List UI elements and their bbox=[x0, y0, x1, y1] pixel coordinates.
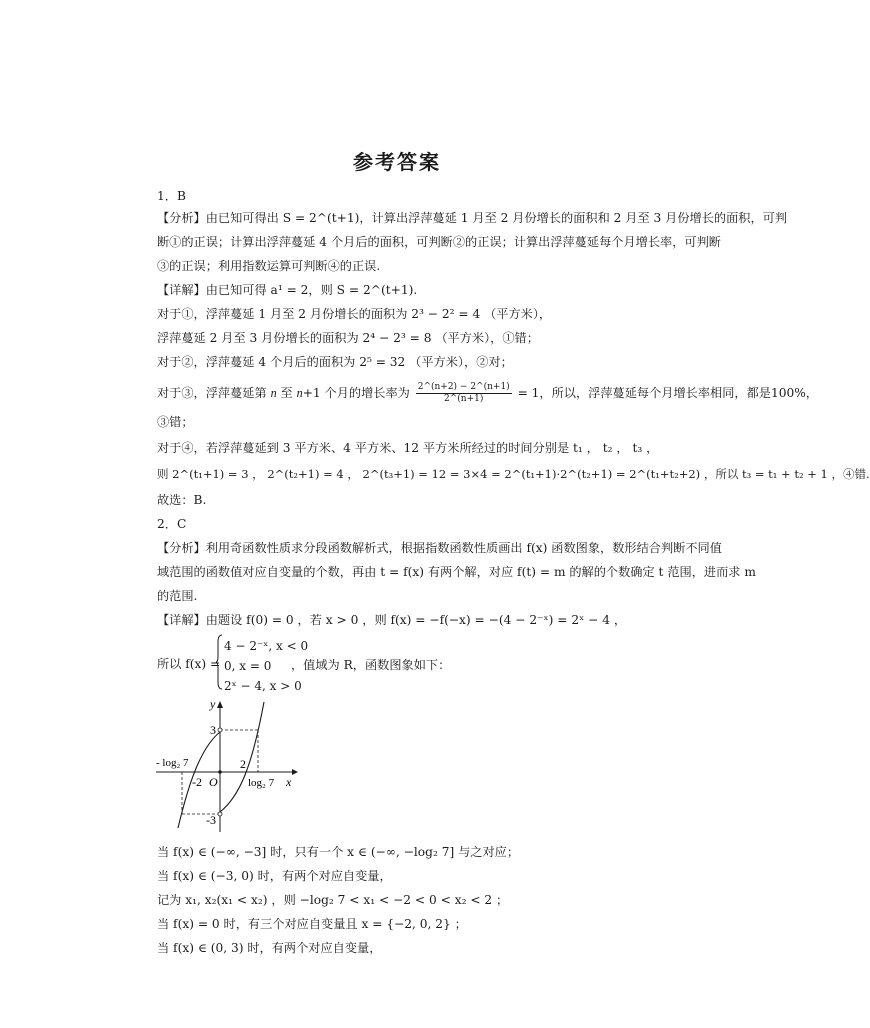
origin-point bbox=[218, 770, 222, 774]
x-label: x bbox=[286, 775, 292, 789]
open-point-bottom bbox=[218, 812, 222, 816]
growth-rate-fraction bbox=[416, 382, 512, 405]
fraction-denominator: 2^(n+1) bbox=[444, 394, 484, 404]
q1-detail-5d: = 1，所以，浮萍蔓延每个月增长率相同，都是100%， bbox=[517, 386, 818, 400]
piecewise-label: 所以 f(x) = bbox=[157, 657, 221, 671]
tick-neg2: -2 bbox=[192, 775, 202, 789]
case-negative: 4 − 2⁻ˣ, x < 0 bbox=[224, 639, 309, 653]
q1-number: 1．B bbox=[157, 189, 186, 203]
q2-case-a: 当 f(x) ∈ (−∞, −3] 时，只有一个 x ∈ (−∞, −log₂ 7] 与之对应； bbox=[157, 845, 520, 859]
q1-detail-line-5: 对于③，浮萍蔓延第 n 至 n+1 个月的增长率为 $\frac{2\^{}(n+2) - 2\^{}(n+1)}{2\^{}(n+1)}$ = 1，所以，浮萍蔓延每个月增长率相同，都是100%， bbox=[157, 382, 818, 404]
q2-analysis-line-1: 【分析】利用奇函数性质求分段函数解析式，根据指数函数性质画出 f(x) 函数图象，数形结合判断不同值 bbox=[157, 541, 722, 555]
q1-analysis-line-3: ③的正误；利用指数运算可判断④的正误. bbox=[157, 259, 381, 273]
q2-analysis-line-3: 的范围. bbox=[157, 589, 198, 603]
open-point-top bbox=[218, 728, 222, 732]
y-label: y bbox=[210, 697, 216, 711]
q2-number: 2．C bbox=[157, 517, 187, 531]
q1-detail-line-3: 浮萍蔓延 2 月至 3 月份增长的面积为 2⁴ − 2³ = 8 （平方米），①错； bbox=[157, 331, 539, 345]
q1-analysis-line-1: 【分析】由已知可得出 S = 2^(t+1)，计算出浮萍蔓延 1 月至 2 月份增长的面积和 2 月至 3 月份增长的面积，可判 bbox=[157, 211, 788, 225]
function-graph bbox=[150, 696, 300, 836]
x-axis-arrow bbox=[292, 769, 298, 775]
q2-analysis-line-2: 域范围的函数值对应自变量的个数，再由 t = f(x) 有两个解，对应 f(t) = m 的解的个数确定 t 范围，进而求 m bbox=[157, 565, 756, 579]
q1-detail-line-1: 【详解】由已知可得 a¹ = 2，则 S = 2^(t+1). bbox=[157, 283, 418, 297]
q1-detail-line-8: 则 2^(t₁+1) = 3 ， 2^(t₂+1) = 4 ， 2^(t₃+1) = 12 = 3×4 = 2^(t₁+1)·2^(t₂+1) = 2^(t₁+t₂+2) ，所以 t₃ = t₁ + t₂ + 1 ，④错. bbox=[157, 467, 870, 481]
q1-analysis-line-2: 断①的正误；计算出浮萍蔓延 4 个月后的面积，可判断②的正误；计算出浮萍蔓延每个月增长率，可判断 bbox=[157, 235, 721, 249]
q1-detail-line-6: ③错； bbox=[157, 415, 194, 429]
tick-neglog7: - log₂ 7 bbox=[156, 757, 189, 769]
range-text: ，值域为 R，函数图象如下： bbox=[291, 658, 451, 672]
origin-label: O bbox=[209, 775, 218, 789]
q1-detail-5a: 对于③，浮萍蔓延第 bbox=[157, 386, 267, 400]
page-title: 参考答案 bbox=[353, 150, 441, 174]
y-axis-arrow bbox=[217, 701, 223, 708]
q1-answer: 故选：B. bbox=[157, 493, 207, 507]
q2-case-e: 当 f(x) ∈ (0, 3) 时，有两个对应自变量， bbox=[157, 941, 382, 955]
q2-case-d: 当 f(x) = 0 时，有三个对应自变量且 x = {−2, 0, 2} ； bbox=[157, 917, 467, 931]
tick-log7: log₂ 7 bbox=[248, 777, 275, 789]
q2-case-c: 记为 x₁, x₂(x₁ < x₂) ，则 −log₂ 7 < x₁ < −2 < 0 < x₂ < 2 ； bbox=[157, 893, 509, 907]
fraction-numerator: 2^(n+2) − 2^(n+1) bbox=[417, 382, 510, 392]
tick-2: 2 bbox=[240, 757, 246, 771]
q1-detail-line-7: 对于④，若浮萍蔓延到 3 平方米、4 平方米、12 平方米所经过的时间分别是 t₁ ， t₂ ， t₃ ， bbox=[157, 441, 659, 455]
q1-detail-5c: 个月的增长率为 bbox=[324, 386, 410, 400]
case-zero: 0, x = 0 bbox=[224, 659, 272, 673]
case-positive: 2ˣ − 4, x > 0 bbox=[224, 679, 302, 693]
q1-detail-5b: 至 bbox=[280, 386, 293, 400]
q2-detail-line-1: 【详解】由题设 f(0) = 0 ，若 x > 0 ，则 f(x) = −f(−x) = −(4 − 2⁻ˣ) = 2ˣ − 4 ， bbox=[157, 613, 627, 627]
tick-neg3: -3 bbox=[206, 813, 216, 827]
piecewise-brace bbox=[216, 634, 222, 690]
q2-case-b: 当 f(x) ∈ (−3, 0) 时，有两个对应自变量， bbox=[157, 869, 392, 883]
tick-3: 3 bbox=[210, 723, 216, 737]
q1-detail-line-4: 对于②，浮萍蔓延 4 个月后的面积为 2⁵ = 32 （平方米），②对； bbox=[157, 355, 513, 369]
q1-detail-line-2: 对于①，浮萍蔓延 1 月至 2 月份增长的面积为 2³ − 2² = 4 （平方米）， bbox=[157, 307, 552, 321]
